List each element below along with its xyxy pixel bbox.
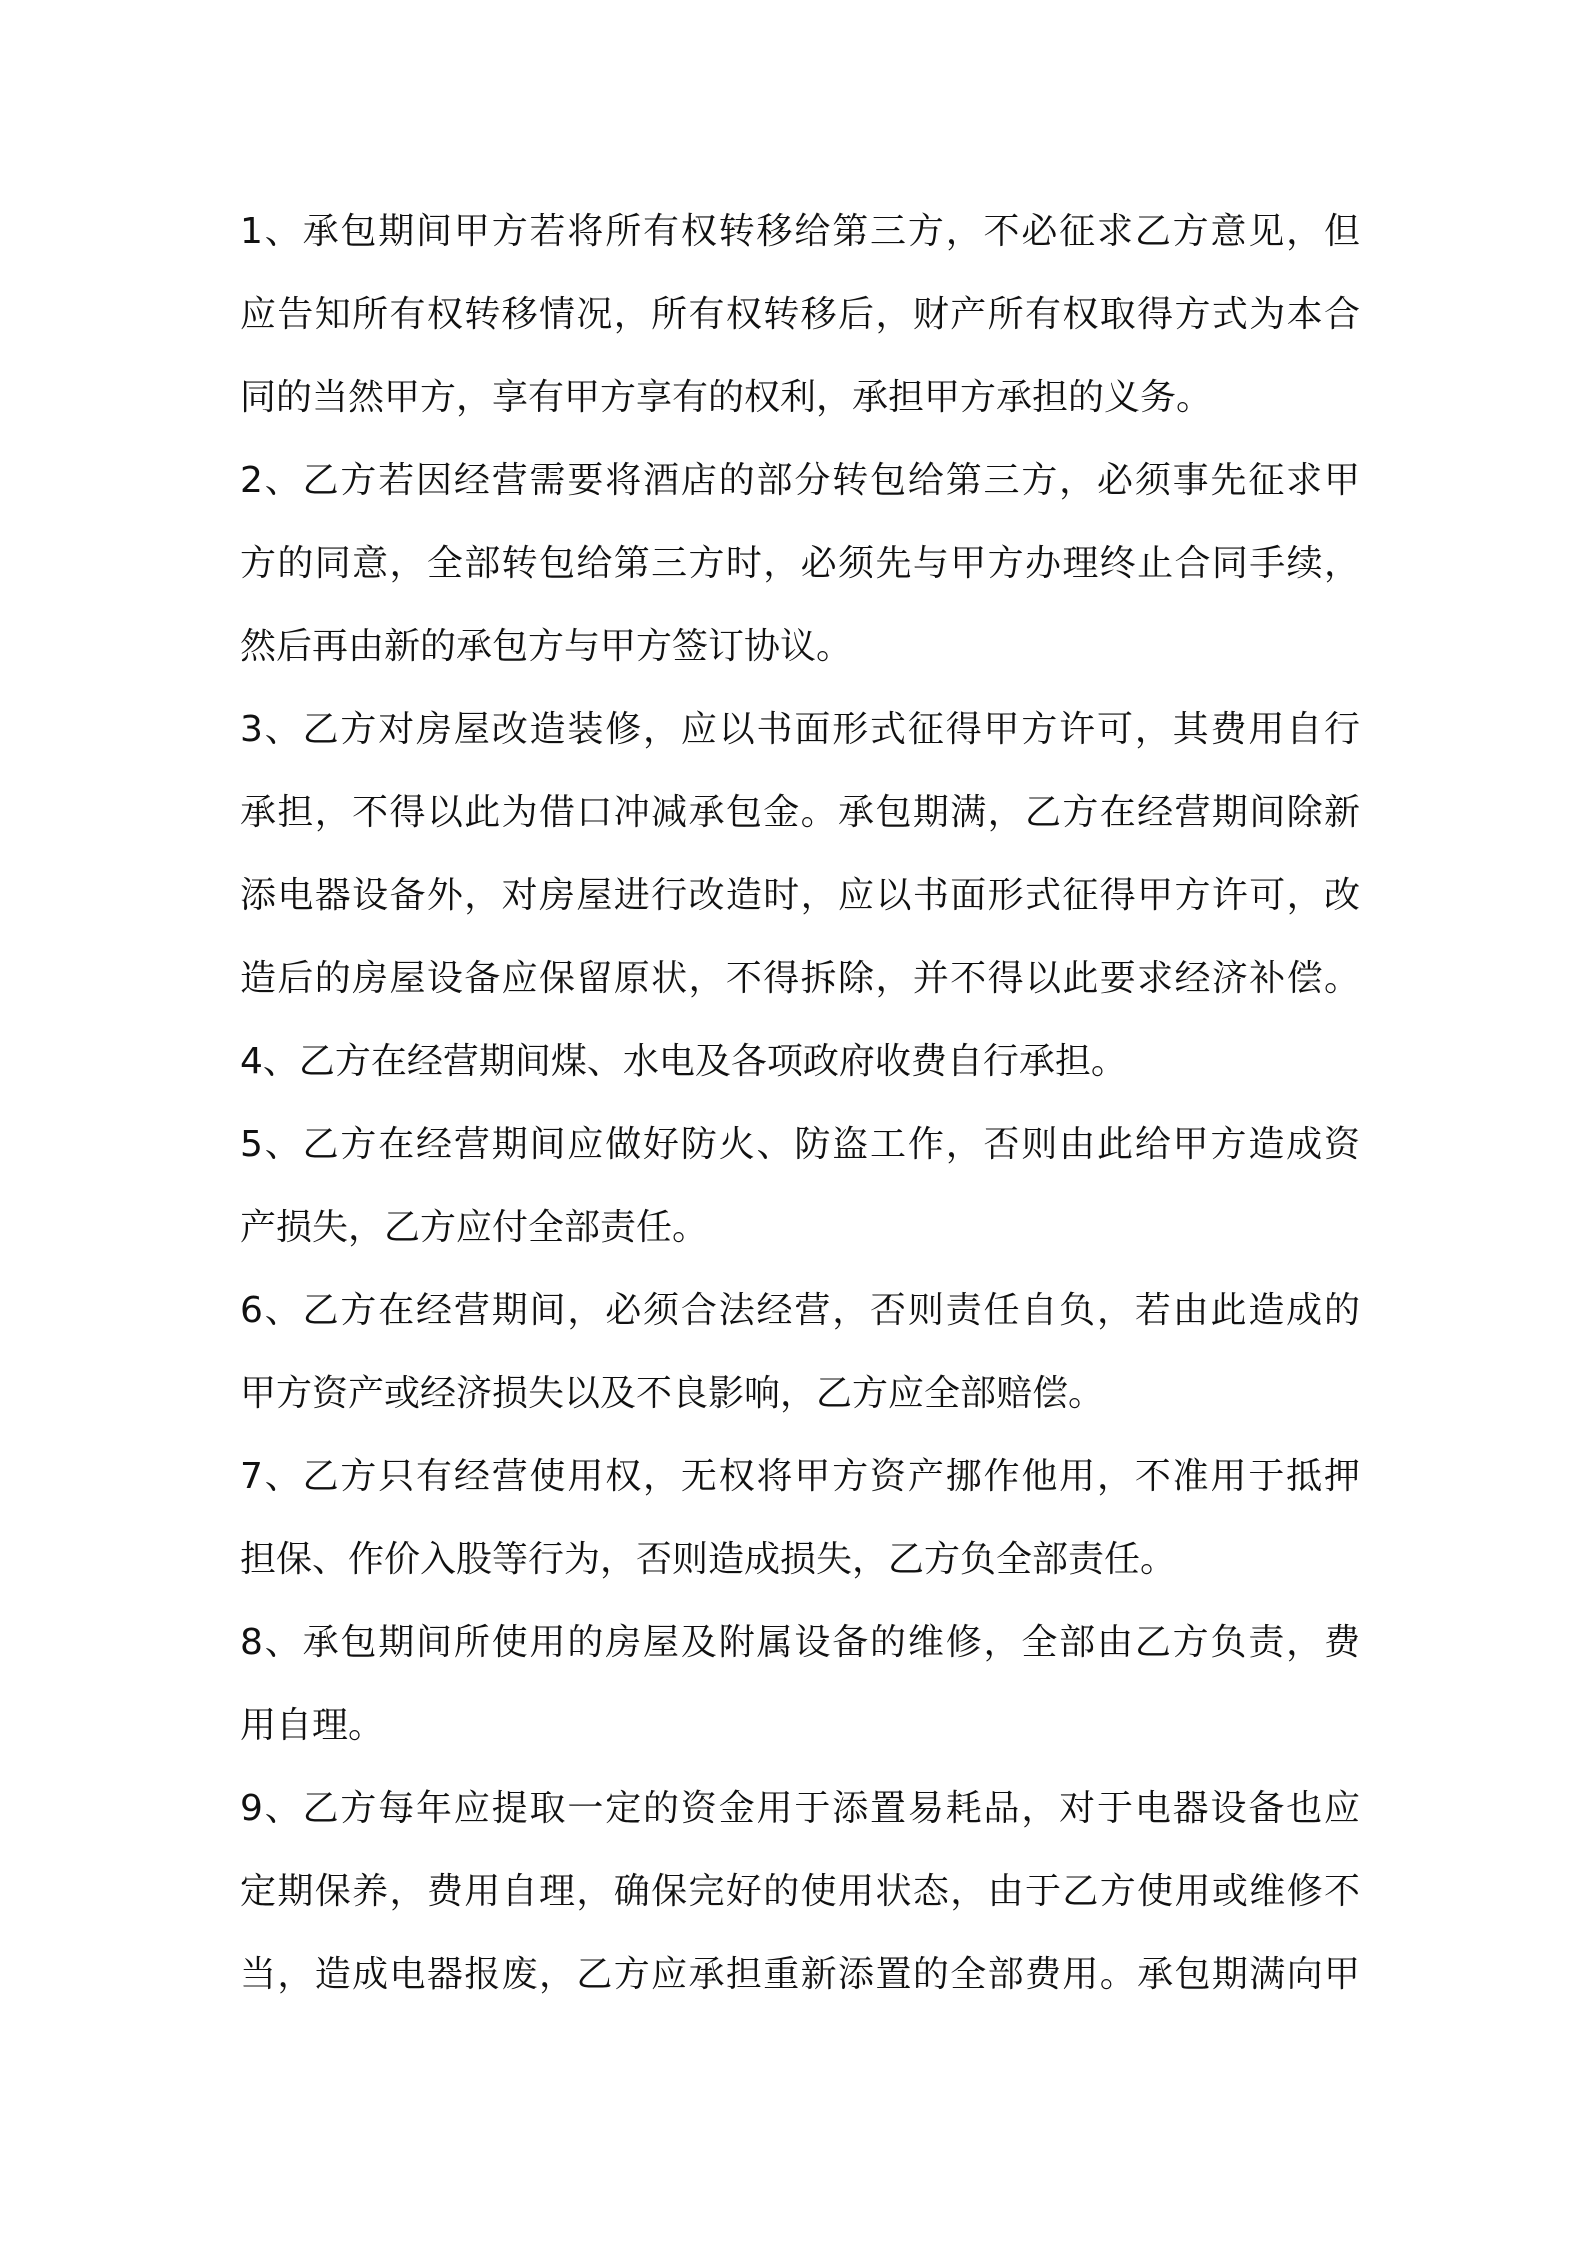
text-line: 然后再由新的承包方与甲方签订协议。 bbox=[240, 626, 853, 667]
text-line: 用自理。 bbox=[240, 1705, 385, 1746]
text-line: 定期保养，费用自理，确保完好的使用状态，由于乙方使用或维修不 bbox=[240, 1871, 1360, 1912]
text-line: 7、乙方只有经营使用权，无权将甲方资产挪作他用，不准用于抵押 bbox=[240, 1456, 1360, 1497]
text-line: 造后的房屋设备应保留原状，不得拆除，并不得以此要求经济补偿。 bbox=[240, 958, 1360, 999]
text-line: 方的同意，全部转包给第三方时，必须先与甲方办理终止合同手续， bbox=[240, 543, 1360, 584]
text-line: 产损失，乙方应付全部责任。 bbox=[240, 1207, 709, 1248]
text-line: 应告知所有权转移情况，所有权转移后，财产所有权取得方式为本合 bbox=[240, 294, 1360, 335]
text-line: 担保、作价入股等行为，否则造成损失，乙方负全部责任。 bbox=[240, 1539, 1177, 1580]
text-line: 5、乙方在经营期间应做好防火、防盗工作，否则由此给甲方造成资 bbox=[240, 1124, 1360, 1165]
text-line: 2、乙方若因经营需要将酒店的部分转包给第三方，必须事先征求甲 bbox=[240, 460, 1360, 501]
text-line: 同的当然甲方，享有甲方享有的权利，承担甲方承担的义务。 bbox=[240, 377, 1213, 418]
text-line: 6、乙方在经营期间，必须合法经营，否则责任自负，若由此造成的 bbox=[240, 1290, 1360, 1331]
text-line: 甲方资产或经济损失以及不良影响，乙方应全部赔偿。 bbox=[240, 1373, 1105, 1414]
text-line: 添电器设备外，对房屋进行改造时，应以书面形式征得甲方许可，改 bbox=[240, 875, 1360, 916]
text-line: 当，造成电器报废，乙方应承担重新添置的全部费用。承包期满向甲 bbox=[240, 1954, 1360, 1995]
text-line: 1、承包期间甲方若将所有权转移给第三方，不必征求乙方意见，但 bbox=[240, 211, 1360, 252]
text-line: 4、乙方在经营期间煤、水电及各项政府收费自行承担。 bbox=[240, 1041, 1127, 1082]
text-line: 8、承包期间所使用的房屋及附属设备的维修，全部由乙方负责，费 bbox=[240, 1622, 1360, 1663]
text-line: 9、乙方每年应提取一定的资金用于添置易耗品，对于电器设备也应 bbox=[240, 1788, 1360, 1829]
text-line: 3、乙方对房屋改造装修，应以书面形式征得甲方许可，其费用自行 bbox=[240, 709, 1360, 750]
text-line: 承担，不得以此为借口冲减承包金。承包期满，乙方在经营期间除新 bbox=[240, 792, 1360, 833]
